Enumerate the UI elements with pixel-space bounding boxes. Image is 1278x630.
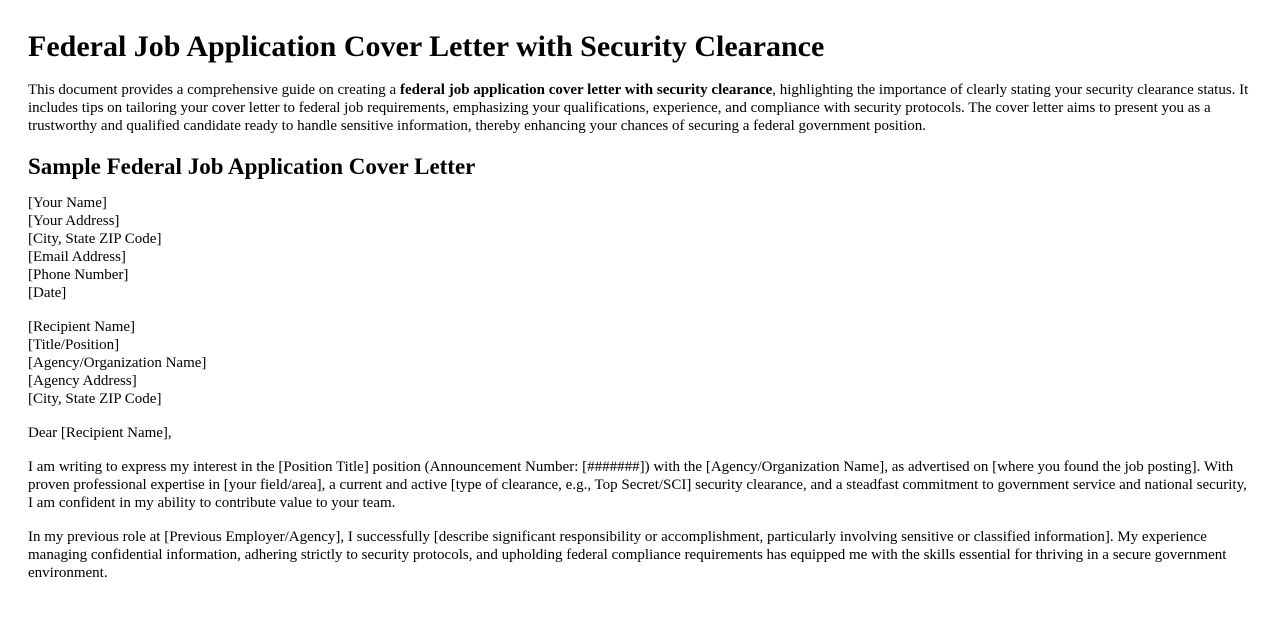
recipient-name: [Recipient Name] xyxy=(28,319,136,335)
letter-date: [Date] xyxy=(28,285,67,301)
sender-city-state-zip: [City, State ZIP Code] xyxy=(28,231,162,247)
intro-text-start: This document provides a comprehensive guide on creating a xyxy=(28,82,400,98)
recipient-address-block xyxy=(28,318,1250,408)
sender-name: [Your Name] xyxy=(28,195,107,211)
sender-phone: [Phone Number] xyxy=(28,267,129,283)
recipient-agency: [Agency/Organization Name] xyxy=(28,355,207,371)
salutation: Dear [Recipient Name], xyxy=(28,425,172,441)
sender-email: [Email Address] xyxy=(28,249,126,265)
sender-address-block xyxy=(28,194,1250,302)
intro-paragraph xyxy=(28,81,1250,135)
sender-address: [Your Address] xyxy=(28,213,120,229)
intro-text-end: , highlighting the importance of clearly stating your security clearance status. It includes tips on tailoring your cover letter to federal job requirements, emphasizing your qualifications, experience, and compliance with security protocols. The cover letter aims to present you as a trustworthy and qualified candidate ready to handle sensitive information, thereby enhancing your chances of securing a federal government position. xyxy=(28,82,1249,134)
body-paragraph-2: In my previous role at [Previous Employer/Agency], I successfully [describe significant responsibility or accomplishment, particularly involving sensitive or classified information]. My experience managing confidential information, adhering strictly to security protocols, and upholding federal compliance requirements has equipped me with the skills essential for thriving in a secure government environment. xyxy=(28,529,1227,581)
body-paragraph-1: I am writing to express my interest in the [Position Title] position (Announcement Number: [#######]) with the [Agency/Organization Name], as advertised on [where you found the job posting]. With proven professional expertise in [your field/area], a current and active [type of clearance, e.g., Top Secret/SCI] security clearance, and a steadfast commitment to government service and national security, I am confident in my ability to contribute value to your team. xyxy=(28,459,1247,511)
document-page xyxy=(0,29,1278,582)
recipient-agency-address: [Agency Address] xyxy=(28,373,137,389)
page-title: Federal Job Application Cover Letter with Security Clearance xyxy=(28,30,825,63)
intro-bold-phrase: federal job application cover letter with security clearance xyxy=(399,82,773,98)
recipient-title: [Title/Position] xyxy=(28,337,120,353)
sample-heading: Sample Federal Job Application Cover Letter xyxy=(28,154,476,179)
recipient-city-state-zip: [City, State ZIP Code] xyxy=(28,391,162,407)
